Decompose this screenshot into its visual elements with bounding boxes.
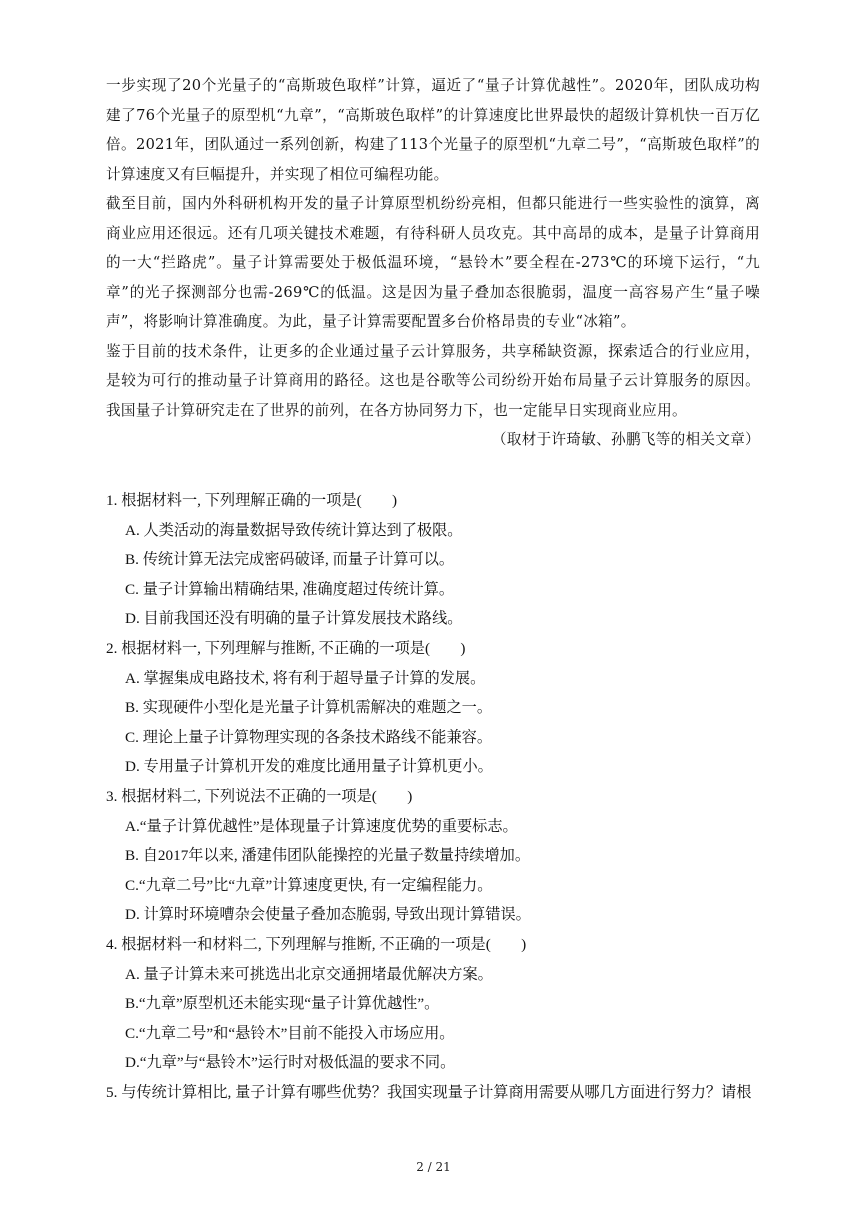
option-a: A.“量子计算优越性”是体现量子计算速度优势的重要标志。: [125, 817, 518, 835]
question-1: [106, 486, 766, 634]
question-3: [106, 782, 766, 930]
option-a: A. 量子计算未来可挑选出北京交通拥堵最优解决方案。: [125, 965, 493, 983]
question-stem: 4. 根据材料一和材料二, 下列理解与推断, 不正确的一项是( ): [106, 935, 527, 953]
material-paragraph-2: 截至目前，国内外科研机构开发的量子计算原型机纷纷亮相，但都只能进行一些实验性的演算，离商业应用还很远。还有几项关键技术难题，有待科研人员攻克。其中高昂的成本，是量子计算商用的一大“拦路虎”。量子计算需要处于极低温环境，“悬铃木”要全程在-273℃的环境下运行，“九章”的光子探测部分也需-269℃的低温。这是因为量子叠加态很脆弱，温度一高容易产生“量子噪声”，将影响计算准确度。为此，量子计算需要配置多台价格昂贵的专业“冰箱”。: [106, 195, 760, 330]
page-number: 2 / 21: [416, 1160, 451, 1174]
question-stem: 3. 根据材料二, 下列说法不正确的一项是( ): [106, 787, 413, 805]
reading-material: [106, 71, 760, 455]
option-c: C. 理论上量子计算物理实现的各条技术路线不能兼容。: [125, 728, 493, 746]
option-c: C. 量子计算输出精确结果, 准确度超过传统计算。: [125, 580, 455, 598]
question-stem: 1. 根据材料一, 下列理解正确的一项是( ): [106, 492, 398, 509]
option-c: C.“九章二号”比“九章”计算速度更快, 有一定编程能力。: [125, 876, 493, 894]
question-4: [106, 930, 766, 1078]
material-paragraph-3: 鉴于目前的技术条件，让更多的企业通过量子云计算服务，共享稀缺资源，探索适合的行业应用，是较为可行的推动量子计算商用的路径。这也是谷歌等公司纷纷开始布局量子云计算服务的原因。我国量子计算研究走在了世界的前列，在各方协同努力下，也一定能早日实现商业应用。: [106, 342, 760, 419]
option-a: A. 掌握集成电路技术, 将有利于超导量子计算的发展。: [125, 669, 486, 687]
option-b: B.“九章”原型机还未能实现“量子计算优越性”。: [125, 995, 440, 1013]
option-d: D. 专用量子计算机开发的难度比通用量子计算机更小。: [125, 758, 493, 776]
question-2: [106, 634, 766, 782]
question-list: [106, 486, 766, 1107]
question-5: [106, 1078, 766, 1108]
question-stem: 2. 根据材料一, 下列理解与推断, 不正确的一项是( ): [106, 639, 466, 657]
option-d: D.“九章”与“悬铃木”运行时对极低温的要求不同。: [125, 1054, 456, 1072]
material-source: （取材于许琦敏、孙鹏飞等的相关文章）: [491, 431, 760, 448]
option-d: D. 计算时环境嘈杂会使量子叠加态脆弱, 导致出现计算错误。: [125, 906, 531, 924]
option-b: B. 实现硬件小型化是光量子计算机需解决的难题之一。: [125, 699, 493, 717]
option-c: C.“九章二号”和“悬铃木”目前不能投入市场应用。: [125, 1024, 455, 1042]
option-a: A. 人类活动的海量数据导致传统计算达到了极限。: [125, 521, 463, 539]
question-stem: 5. 与传统计算相比, 量子计算有哪些优势？我国实现量子计算商用需要从哪几方面进行努力？请根: [106, 1083, 752, 1101]
material-paragraph-1: 一步实现了20个光量子的“高斯玻色取样”计算，逼近了“量子计算优越性”。2020年，团队成功构建了76个光量子的原型机“九章”，“高斯玻色取样”的计算速度比世界最快的超级计算机快一百万亿倍。2021年，团队通过一系列创新，构建了113个光量子的原型机“九章二号”，“高斯玻色取样”的计算速度又有巨幅提升，并实现了相位可编程功能。: [106, 77, 760, 183]
option-d: D. 目前我国还没有明确的量子计算发展技术路线。: [125, 610, 463, 628]
option-b: B. 自2017年以来, 潘建伟团队能操控的光量子数量持续增加。: [125, 847, 531, 865]
option-b: B. 传统计算无法完成密码破译, 而量子计算可以。: [125, 551, 455, 569]
